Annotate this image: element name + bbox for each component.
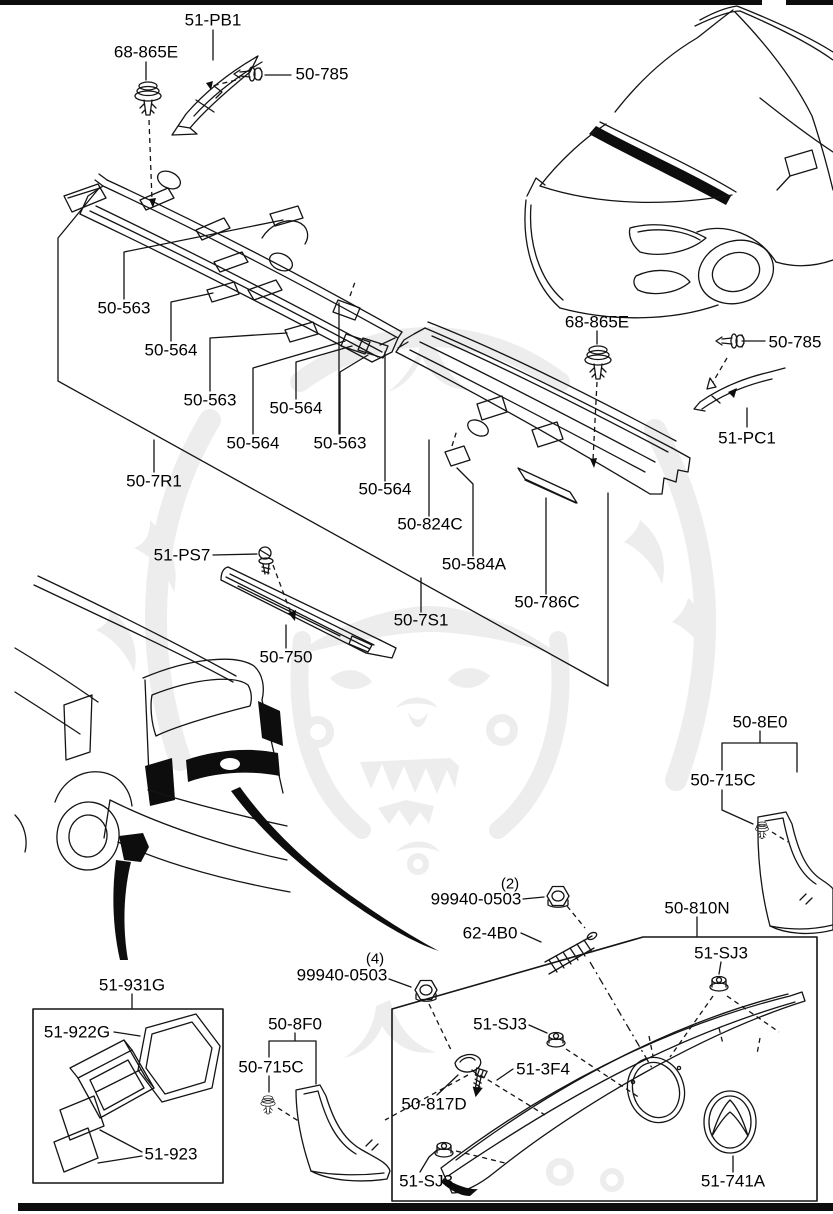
part-label-50-786c: 50-786C [514, 592, 580, 612]
part-label-51-931g: 51-931G [98, 975, 166, 995]
part-label-51-sj3-a: 51-SJ3 [473, 1014, 527, 1034]
part-label-51-741a: 51-741A [700, 1171, 766, 1191]
part-label-50-817d: 50-817D [401, 1094, 467, 1114]
part-label-50-750: 50-750 [259, 647, 313, 667]
front-grille-garnish-box [392, 937, 817, 1201]
part-label-51-923: 51-923 [144, 1144, 198, 1164]
part-label-68-865e-a: 68-865E [113, 42, 179, 62]
nut-99940-0503-icon [547, 887, 569, 908]
part-label-50-715c-a: 50-715C [238, 1057, 304, 1077]
part-label-qty-4: (4) [365, 950, 385, 968]
part-label-50-7r1: 50-7R1 [126, 471, 182, 491]
part-label-68-865e-b: 68-865E [564, 312, 630, 332]
part-label-50-564-b: 50-564 [226, 433, 280, 453]
nut-51-sj3-icon [710, 977, 728, 992]
part-label-50-8e0: 50-8E0 [732, 712, 788, 732]
part-label-51-922g: 51-922G [43, 1022, 111, 1042]
part-label-50-564-c: 50-564 [269, 398, 323, 418]
part-label-50-563-a: 50-563 [97, 298, 151, 318]
part-label-62-4b0: 62-4B0 [462, 923, 518, 943]
part-label-50-785-b: 50-785 [768, 332, 822, 352]
part-label-99940-0503-b: 99940-0503 [296, 965, 388, 985]
part-label-51-ps7: 51-PS7 [153, 545, 211, 565]
screw-51-3f4 [468, 1068, 488, 1098]
cowl-side-trim-51pc1 [694, 368, 785, 411]
part-label-50-564-a: 50-564 [144, 340, 198, 360]
clip-68-865e-icon [585, 346, 611, 379]
cowl-side-trim-51pb1 [172, 56, 262, 135]
part-label-99940-0503-a: 99940-0503 [430, 889, 522, 909]
part-label-50-7s1: 50-7S1 [393, 610, 449, 630]
part-label-51-3f4: 51-3F4 [516, 1059, 570, 1079]
part-label-51-sj3-c: 51-SJ3 [399, 1171, 453, 1191]
part-label-51-pb1: 51-PB1 [184, 10, 242, 30]
clip-50-715c-icon [261, 1096, 275, 1114]
mazda-emblem-icon [704, 1091, 756, 1153]
clip-50-817d [455, 1055, 481, 1077]
part-label-50-810n: 50-810N [664, 898, 730, 918]
part-label-50-563-b: 50-563 [183, 390, 237, 410]
nut-99940-0503-icon [415, 981, 437, 1002]
clip-50-785-icon [716, 334, 744, 348]
part-label-51-sj3-b: 51-SJ3 [694, 943, 748, 963]
nut-51-sj3-icon [435, 1143, 453, 1158]
nut-51-sj3-icon [547, 1033, 565, 1048]
mud-guard-rear [758, 812, 833, 933]
part-label-50-824c: 50-824C [397, 514, 463, 534]
front-car-illustration [525, 6, 833, 318]
mud-guard-front [296, 1085, 390, 1181]
part-label-51-pc1: 51-PC1 [718, 428, 776, 448]
part-label-qty-2: (2) [500, 875, 520, 893]
leader-lines [98, 30, 797, 1172]
part-label-50-584a: 50-584A [441, 554, 507, 574]
part-label-50-785-a: 50-785 [295, 64, 349, 84]
part-label-50-715c-b: 50-715C [690, 770, 756, 790]
part-label-50-8f0: 50-8F0 [268, 1014, 322, 1034]
cowl-grille-panel-1 [64, 168, 402, 362]
part-label-50-564-d: 50-564 [358, 479, 412, 499]
cowl-grille-panel-2 [396, 322, 690, 494]
screw-51-ps7 [259, 547, 273, 574]
clip-68-865e-icon [135, 82, 161, 115]
part-label-50-563-c: 50-563 [313, 433, 367, 453]
